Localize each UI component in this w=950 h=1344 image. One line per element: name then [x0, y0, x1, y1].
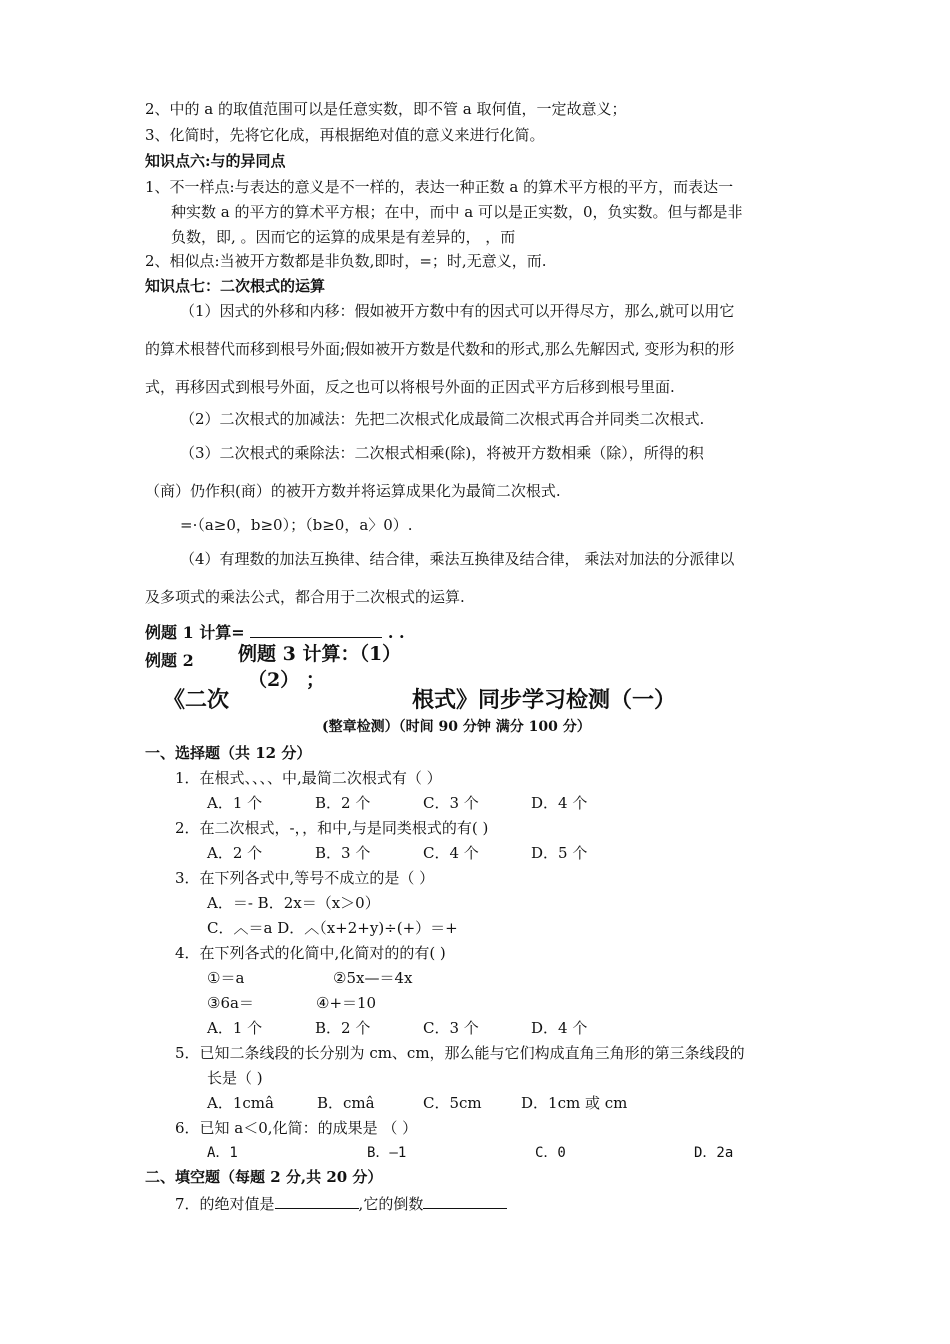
option-d: D．1cm 或 cm	[521, 1094, 628, 1112]
text-line: 1、不一样点:与表达的意义是不一样的，表达一种正数 a 的算术平方根的平方，而表达一	[145, 178, 734, 196]
text-line: 负数，即, 。因而它的运算的成果是有差异的， ，而	[171, 228, 516, 246]
paragraph-line: 式，再移因式到根号外面，反之也可以将根号外面的正因式平方后移到根号里面.	[145, 378, 675, 396]
paragraph-line: （2）二次根式的加减法：先把二次根式化成最简二次根式再合并同类二次根式.	[180, 410, 705, 428]
option-d: D．2a	[694, 1145, 734, 1161]
test-title-right: 根式》同步学习检测（一）	[412, 687, 677, 713]
question-6: 6．已知 a＜0,化简：的成果是 （ ）	[175, 1119, 418, 1137]
text-line: 3、化简时，先将它化成，再根据绝对值的意义来进行化简。	[145, 126, 545, 144]
q4-item: ④+＝10	[316, 994, 377, 1012]
option-a: A．1cmâ	[207, 1094, 274, 1112]
section-heading: 一、选择题（共 12 分）	[145, 744, 312, 762]
answer-blank	[423, 1192, 507, 1209]
paragraph-line: （1）因式的外移和内移：假如被开方数中有的因式可以开得尽方，那么,就可以用它	[180, 302, 735, 320]
option-a: A．2 个	[207, 844, 263, 862]
paragraph-line: 及多项式的乘法公式，都合用于二次根式的运算.	[145, 588, 465, 606]
q4-item: ①＝a	[207, 969, 245, 987]
q4-item: ③6a＝	[207, 994, 254, 1012]
formula-line: =·（a≥0，b≥0）；（b≥0，a〉0）.	[180, 516, 413, 534]
option-d: D．4 个	[531, 1019, 588, 1037]
question-5: 5．已知二条线段的长分别为 cm、cm，那么能与它们构成直角三角形的第三条线段的	[175, 1044, 745, 1062]
option-c: C．3 个	[423, 794, 479, 812]
option-d: D．5 个	[531, 844, 588, 862]
example-1-end: . .	[387, 623, 405, 642]
option-a: A．1 个	[207, 1019, 263, 1037]
option-c: C．4 个	[423, 844, 479, 862]
q4-item: ②5x—＝4x	[333, 969, 413, 987]
question-5-cont: 长是（ )	[207, 1069, 263, 1087]
question-7	[175, 1192, 507, 1214]
test-subtitle: (整章检测）（时间 90 分钟 满分 100 分）	[322, 719, 591, 735]
example-1	[145, 621, 405, 643]
question-7-text: 7．的绝对值是	[175, 1195, 275, 1213]
text-line: 2、中的 a 的取值范围可以是任意实数，即不管 a 取何值，一定故意义；	[145, 100, 627, 118]
option-b: B．3 个	[315, 844, 371, 862]
text-line: 2、相似点:当被开方数都是非负数,即时，=；时,无意义，而.	[145, 252, 547, 270]
options-line: C．︿＝a D．︿（x+2+y)÷(+）＝+	[207, 919, 458, 937]
test-title-left: 《二次	[163, 687, 230, 713]
text-line: 种实数 a 的平方的算术平方根；在中，而中 a 可以是正实数，0，负实数。但与都是非	[171, 203, 743, 221]
answer-blank	[275, 1192, 359, 1209]
option-c: C．3 个	[423, 1019, 479, 1037]
paragraph-line: （商）仍作积(商）的被开方数并将运算成果化为最简二次根式.	[145, 482, 561, 500]
question-3: 3．在下列各式中,等号不成立的是（ ）	[175, 869, 435, 887]
section-heading: 知识点六:与的异同点	[145, 152, 286, 170]
question-2: 2．在二次根式，-，，和中,与是同类根式的有( )	[175, 819, 489, 837]
section-heading: 知识点七：二次根式的运算	[145, 277, 326, 295]
question-7-text-2: ,它的倒数	[358, 1195, 424, 1213]
paragraph-line: （3）二次根式的乘除法：二次根式相乘(除)，将被开方数相乘（除），所得的积	[180, 444, 704, 462]
example-1-label: 例题 1 计算=	[145, 623, 245, 642]
option-a: A．1 个	[207, 794, 263, 812]
example-3: 例题 3 计算：（1）	[238, 643, 402, 665]
option-b: B．2 个	[315, 794, 371, 812]
answer-blank	[250, 621, 382, 638]
options-line: A．＝- B．2x＝（x＞0）	[207, 894, 380, 912]
example-2: 例题 2	[145, 651, 194, 670]
option-d: D．4 个	[531, 794, 588, 812]
question-1: 1．在根式、、、、中,最简二次根式有（ ）	[175, 769, 442, 787]
option-b: B．—1	[367, 1145, 407, 1161]
option-b: B．2 个	[315, 1019, 371, 1037]
option-c: C．0	[535, 1145, 566, 1161]
section-heading: 二、填空题（每题 2 分,共 20 分）	[145, 1168, 383, 1186]
example-3-part2: （2） ；	[248, 669, 325, 691]
paragraph-line: 的算术根替代而移到根号外面;假如被开方数是代数和的形式,那么先解因式, 变形为积的形	[145, 340, 735, 358]
option-a: A．1	[207, 1145, 238, 1161]
question-4: 4．在下列各式的化简中,化简对的的有( )	[175, 944, 446, 962]
option-b: B．cmâ	[317, 1094, 375, 1112]
option-c: C．5cm	[423, 1094, 482, 1112]
paragraph-line: （4）有理数的加法互换律、结合律，乘法互换律及结合律， 乘法对加法的分派律以	[180, 550, 735, 568]
